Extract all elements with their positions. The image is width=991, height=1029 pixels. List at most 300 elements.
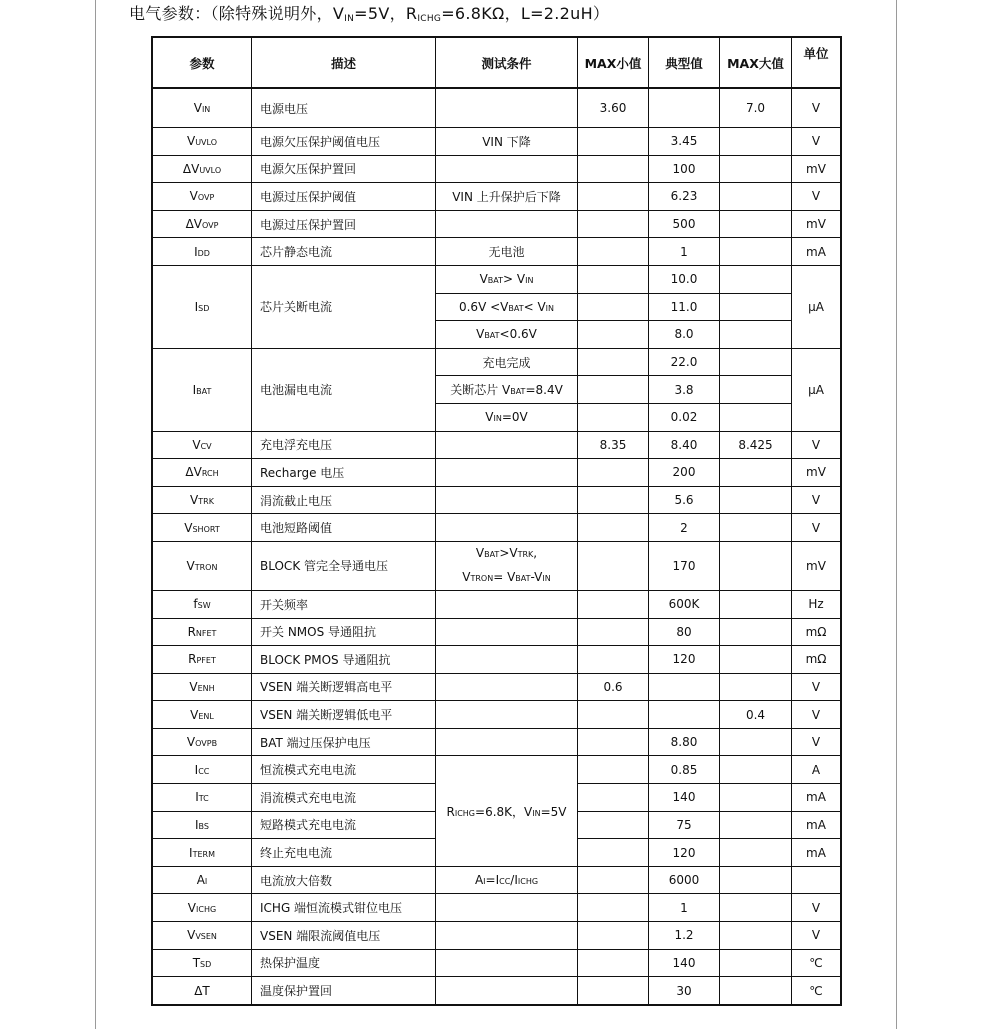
max-value (720, 618, 792, 646)
test-condition (436, 431, 578, 459)
max-value (720, 811, 792, 839)
param-symbol (153, 238, 252, 266)
cond-part-c: =5V (540, 804, 567, 819)
unit-value: V (792, 728, 841, 756)
unit-value: V (792, 128, 841, 156)
max-value (720, 348, 792, 376)
test-condition: VIN 下降 (436, 128, 578, 156)
table-row (153, 265, 841, 293)
cond-part-a-sub: BAT (510, 387, 526, 397)
max-value (720, 977, 792, 1005)
max-value: 0.4 (720, 701, 792, 729)
max-value (720, 128, 792, 156)
cond-part-c: /I (510, 873, 518, 888)
max-value (720, 866, 792, 894)
header-min: MAX小值 (578, 38, 649, 89)
typical-value: 100 (649, 155, 720, 183)
param-description: 电源欠压保护阈值电压 (252, 128, 436, 156)
param-symbol (153, 265, 252, 348)
table-row (153, 459, 841, 487)
symbol-main: V (190, 707, 199, 722)
param-symbol (153, 348, 252, 431)
unit-value: mV (792, 155, 841, 183)
typical-value (649, 673, 720, 701)
unit-value: mA (792, 839, 841, 867)
cond-part-a: 充电完成 (482, 355, 531, 370)
cond-part-a: V (462, 569, 471, 584)
unit-value: A (792, 756, 841, 784)
min-value: 3.60 (578, 88, 649, 128)
heading-mid2: =6.8KΩ，L=2.2uH） (441, 4, 610, 23)
typical-value: 120 (649, 646, 720, 674)
section-heading (129, 3, 609, 30)
test-condition (436, 348, 578, 376)
symbol-subscript: IN (201, 105, 211, 114)
param-symbol (153, 128, 252, 156)
cond-part-a-sub: ICHG (454, 808, 476, 818)
cond-part-c: -V (530, 569, 543, 584)
test-condition (436, 673, 578, 701)
param-symbol (153, 756, 252, 784)
test-condition (436, 265, 578, 293)
param-description: Recharge 电压 (252, 459, 436, 487)
typical-value: 10.0 (649, 265, 720, 293)
symbol-subscript: DD (197, 248, 210, 258)
symbol-main: I (194, 762, 199, 777)
cond-part-a-sub: IN (493, 414, 502, 424)
symbol-main: ΔV (182, 161, 200, 176)
cond-line-1 (440, 542, 573, 566)
symbol-main: I (194, 299, 199, 314)
test-condition (436, 459, 578, 487)
table-row (153, 590, 841, 618)
param-symbol (153, 618, 252, 646)
test-condition (436, 293, 578, 321)
cond-part-b: = V (493, 569, 516, 584)
param-description: 涓流模式充电电流 (252, 784, 436, 812)
max-value (720, 949, 792, 977)
unit-value: V (792, 183, 841, 211)
test-condition (436, 701, 578, 729)
test-condition (436, 541, 578, 590)
header-unit: 单位 (792, 38, 841, 89)
header-param: 参数 (153, 38, 252, 89)
min-value (578, 128, 649, 156)
typical-value: 75 (649, 811, 720, 839)
typical-value: 30 (649, 977, 720, 1005)
symbol-subscript: OVP (197, 193, 215, 203)
table-row (153, 128, 841, 156)
heading-prefix: 电气参数：（除特殊说明外，V (129, 4, 345, 23)
param-description: 电流放大倍数 (252, 866, 436, 894)
symbol-main: ΔT (194, 983, 210, 998)
param-description: BLOCK PMOS 导通阻抗 (252, 646, 436, 674)
cond-part-a: V (485, 410, 494, 425)
unit-value: mA (792, 784, 841, 812)
unit-value: V (792, 486, 841, 514)
min-value (578, 541, 649, 590)
typical-value (649, 701, 720, 729)
unit-value: mV (792, 541, 841, 590)
table-row (153, 155, 841, 183)
symbol-subscript: ICHG (196, 904, 217, 914)
max-value (720, 293, 792, 321)
min-value (578, 839, 649, 867)
cond-part-b-sub: IN (545, 303, 555, 313)
max-value (720, 514, 792, 542)
typical-value: 3.45 (649, 128, 720, 156)
test-condition (436, 618, 578, 646)
max-value (720, 376, 792, 404)
max-value (720, 673, 792, 701)
symbol-main: I (192, 382, 197, 397)
cond-part-a-sub: I (483, 877, 486, 887)
symbol-subscript: CV (200, 441, 212, 451)
symbol-main: V (187, 928, 196, 943)
unit-value: V (792, 922, 841, 950)
cond-part-a-sub: BAT (487, 276, 504, 286)
symbol-main: V (190, 493, 199, 508)
param-description: 开关频率 (252, 590, 436, 618)
cond-part-b-sub: IN (525, 276, 534, 286)
cond-part-b: =8.4V (525, 383, 563, 398)
symbol-subscript: PFET (196, 656, 216, 666)
param-description: 电源欠压保护置回 (252, 155, 436, 183)
unit-value: mV (792, 459, 841, 487)
symbol-subscript: TERM (192, 849, 215, 859)
symbol-subscript: SHORT (192, 524, 220, 534)
min-value (578, 321, 649, 349)
electrical-parameters-table (152, 37, 841, 1005)
param-description: BAT 端过压保护电压 (252, 728, 436, 756)
symbol-subscript: TRON (194, 562, 218, 572)
unit-value (792, 866, 841, 894)
min-value (578, 210, 649, 238)
test-condition (436, 922, 578, 950)
min-value (578, 514, 649, 542)
param-symbol (153, 88, 252, 128)
header-desc: 描述 (252, 38, 436, 89)
symbol-main: V (186, 134, 196, 149)
min-value (578, 784, 649, 812)
symbol-subscript: UVLO (199, 165, 222, 175)
cond-part-a-sub: BAT (484, 331, 500, 341)
heading-vin-sub: IN (344, 14, 355, 24)
param-symbol (153, 949, 252, 977)
symbol-main: ΔV (185, 465, 202, 480)
symbol-main: V (184, 520, 193, 535)
typical-value: 1 (649, 894, 720, 922)
min-value (578, 922, 649, 950)
param-description: 电源电压 (252, 88, 436, 128)
table-body (153, 88, 841, 1004)
table-row (153, 701, 841, 729)
symbol-main: V (186, 735, 196, 750)
table-row (153, 238, 841, 266)
symbol-subscript: TRK (198, 497, 214, 507)
typical-value: 200 (649, 459, 720, 487)
typical-value: 8.0 (649, 321, 720, 349)
param-description: 涓流截止电压 (252, 486, 436, 514)
max-value (720, 321, 792, 349)
cond-part-a-sub: TRON (470, 573, 494, 583)
unit-value: Hz (792, 590, 841, 618)
symbol-main: V (189, 189, 198, 204)
table-header-row (153, 38, 841, 89)
min-value: 8.35 (578, 431, 649, 459)
min-value (578, 293, 649, 321)
typical-value: 3.8 (649, 376, 720, 404)
param-symbol (153, 977, 252, 1005)
test-condition (436, 977, 578, 1005)
param-description: 温度保护置回 (252, 977, 436, 1005)
symbol-main: A (196, 873, 205, 888)
cond-part-a: V (475, 545, 485, 560)
max-value (720, 403, 792, 431)
cond-part-b: =0V (501, 410, 528, 425)
cond-part-b: >V (499, 545, 518, 560)
typical-value: 600K (649, 590, 720, 618)
param-description: 电源过压保护阈值 (252, 183, 436, 211)
param-description: 热保护温度 (252, 949, 436, 977)
test-condition (436, 88, 578, 128)
test-condition (436, 894, 578, 922)
test-condition (436, 210, 578, 238)
typical-value: 6000 (649, 866, 720, 894)
cond-part-a: V (479, 272, 488, 287)
typical-value: 1 (649, 238, 720, 266)
param-description: 电源过压保护置回 (252, 210, 436, 238)
max-value (720, 265, 792, 293)
min-value (578, 701, 649, 729)
param-symbol (153, 431, 252, 459)
param-description: 恒流模式充电电流 (252, 756, 436, 784)
table-row (153, 894, 841, 922)
max-value: 8.425 (720, 431, 792, 459)
cond-part-c-sub: IN (542, 573, 551, 583)
unit-value: μA (792, 348, 841, 431)
symbol-main: R (187, 624, 196, 639)
test-condition (436, 728, 578, 756)
cond-part-b: < V (523, 299, 546, 314)
max-value (720, 155, 792, 183)
min-value (578, 646, 649, 674)
param-symbol (153, 894, 252, 922)
symbol-main: f (193, 597, 198, 612)
min-value (578, 238, 649, 266)
param-symbol (153, 839, 252, 867)
table-row (153, 431, 841, 459)
param-description: BLOCK 管完全导通电压 (252, 541, 436, 590)
unit-value: μA (792, 265, 841, 348)
param-symbol (153, 728, 252, 756)
test-condition (436, 403, 578, 431)
max-value (720, 541, 792, 590)
min-value (578, 403, 649, 431)
max-value (720, 784, 792, 812)
unit-value: mV (792, 210, 841, 238)
symbol-subscript: TC (198, 794, 209, 804)
symbol-subscript: NFET (195, 628, 217, 638)
min-value (578, 618, 649, 646)
min-value (578, 866, 649, 894)
typical-value: 22.0 (649, 348, 720, 376)
param-symbol (153, 701, 252, 729)
table-row (153, 183, 841, 211)
symbol-main: V (189, 679, 198, 694)
table-row (153, 866, 841, 894)
symbol-subscript: SW (197, 601, 211, 611)
param-description: VSEN 端限流阈值电压 (252, 922, 436, 950)
param-symbol (153, 459, 252, 487)
max-value (720, 183, 792, 211)
symbol-main: I (194, 244, 198, 259)
min-value (578, 459, 649, 487)
typical-value: 140 (649, 784, 720, 812)
param-description: 电池短路阈值 (252, 514, 436, 542)
typical-value: 6.23 (649, 183, 720, 211)
header-cond: 测试条件 (436, 38, 578, 89)
symbol-subscript: VSEN (195, 932, 217, 942)
unit-value: mΩ (792, 618, 841, 646)
cond-part-a: R (446, 804, 455, 819)
max-value (720, 728, 792, 756)
cond-part-a: 0.6V <V (458, 299, 509, 314)
test-condition (436, 756, 578, 866)
page-border-left (95, 0, 96, 1029)
table-row (153, 673, 841, 701)
unit-value: V (792, 431, 841, 459)
table-row (153, 348, 841, 376)
max-value (720, 486, 792, 514)
max-value (720, 210, 792, 238)
typical-value: 11.0 (649, 293, 720, 321)
min-value (578, 894, 649, 922)
test-condition (436, 514, 578, 542)
min-value (578, 728, 649, 756)
test-condition (436, 590, 578, 618)
table-row (153, 486, 841, 514)
symbol-main: V (192, 437, 201, 452)
param-symbol (153, 541, 252, 590)
symbol-main: I (189, 845, 193, 860)
param-description: 芯片静态电流 (252, 238, 436, 266)
min-value: 0.6 (578, 673, 649, 701)
min-value (578, 376, 649, 404)
min-value (578, 811, 649, 839)
param-description: 短路模式充电电流 (252, 811, 436, 839)
param-symbol (153, 784, 252, 812)
symbol-subscript: BS (198, 821, 209, 831)
table-row (153, 541, 841, 590)
cond-part-b: <0.6V (499, 327, 537, 342)
symbol-subscript: RCH (201, 469, 219, 479)
min-value (578, 949, 649, 977)
param-description: 开关 NMOS 导通阻抗 (252, 618, 436, 646)
unit-value: mA (792, 811, 841, 839)
typical-value: 0.85 (649, 756, 720, 784)
cond-part-b-sub: TRK (517, 549, 534, 559)
param-symbol (153, 183, 252, 211)
param-symbol (153, 155, 252, 183)
symbol-subscript: OVPB (195, 739, 218, 749)
symbol-subscript: BAT (196, 386, 212, 396)
heading-richg-sub: ICHG (417, 14, 442, 24)
unit-value: mΩ (792, 646, 841, 674)
symbol-subscript: ENH (197, 683, 215, 693)
typical-value (649, 88, 720, 128)
symbol-subscript: ENL (198, 711, 214, 721)
min-value (578, 486, 649, 514)
max-value (720, 922, 792, 950)
cond-part-a-sub: BAT (508, 303, 524, 313)
symbol-subscript: SD (200, 959, 212, 969)
unit-value: V (792, 701, 841, 729)
typical-value: 8.80 (649, 728, 720, 756)
max-value (720, 646, 792, 674)
cond-part-b: > V (503, 272, 526, 287)
heading-mid1: =5V，R (354, 4, 418, 23)
typical-value: 5.6 (649, 486, 720, 514)
test-condition: VIN 上升保护后下降 (436, 183, 578, 211)
symbol-main: T (192, 955, 201, 970)
min-value (578, 756, 649, 784)
typical-value: 170 (649, 541, 720, 590)
param-symbol (153, 673, 252, 701)
param-symbol (153, 811, 252, 839)
max-value (720, 459, 792, 487)
symbol-main: V (187, 900, 197, 915)
param-description: VSEN 端关断逻辑低电平 (252, 701, 436, 729)
max-value (720, 238, 792, 266)
min-value (578, 590, 649, 618)
unit-value: ℃ (792, 949, 841, 977)
unit-value: V (792, 88, 841, 128)
param-description: VSEN 端关断逻辑高电平 (252, 673, 436, 701)
typical-value: 2 (649, 514, 720, 542)
test-condition (436, 376, 578, 404)
cond-part-a: A (474, 873, 484, 888)
cond-part-a: 关断芯片 V (450, 383, 511, 398)
symbol-main: V (193, 101, 202, 115)
min-value (578, 183, 649, 211)
param-description: 充电浮充电压 (252, 431, 436, 459)
table-row (153, 922, 841, 950)
param-description: 芯片关断电流 (252, 265, 436, 348)
typical-value: 80 (649, 618, 720, 646)
unit-value: V (792, 514, 841, 542)
unit-value: ℃ (792, 977, 841, 1005)
unit-value: mA (792, 238, 841, 266)
test-condition (436, 155, 578, 183)
table-row (153, 949, 841, 977)
typical-value: 8.40 (649, 431, 720, 459)
symbol-main: V (186, 558, 195, 573)
symbol-main: R (188, 652, 197, 667)
table-row (153, 646, 841, 674)
test-condition: 无电池 (436, 238, 578, 266)
min-value (578, 155, 649, 183)
test-condition (436, 321, 578, 349)
header-typ: 典型值 (649, 38, 720, 89)
unit-value: V (792, 673, 841, 701)
table-row (153, 756, 841, 784)
min-value (578, 265, 649, 293)
page-border-right (896, 0, 897, 1029)
param-symbol (153, 210, 252, 238)
min-value (578, 977, 649, 1005)
max-value: 7.0 (720, 88, 792, 128)
